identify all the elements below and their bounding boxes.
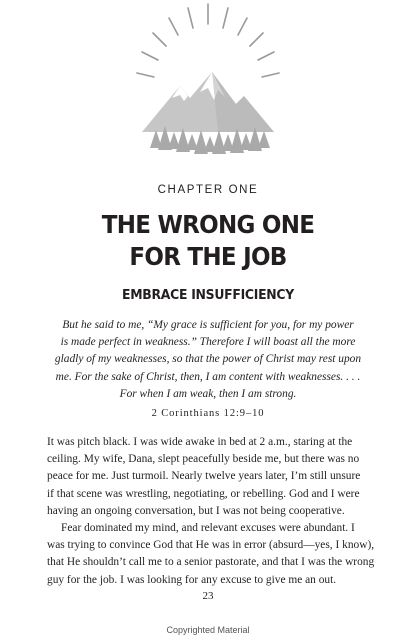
body-line: peace for me. Just turmoil. Nearly twelve years later, I’m still unsure xyxy=(47,470,361,483)
page-number: 23 xyxy=(202,590,214,602)
epigraph-line: gladly of my weaknesses, so that the power of Christ may rest upon xyxy=(54,353,362,366)
scripture-citation: 2 Corinthians 12:9–10 xyxy=(151,408,265,419)
chapter-subtitle: EMBRACE INSUFFICIENCY xyxy=(122,287,294,303)
epigraph-line: is made perfect in weakness.” Therefore I will boast all the more xyxy=(60,336,356,349)
body-text xyxy=(47,434,379,589)
epigraph xyxy=(48,317,368,403)
epigraph-line: me. For the sake of Christ, then, I am content with weaknesses. . . . xyxy=(55,370,361,383)
body-line: ceiling. My wife, Dana, slept peacefully beside me, but there was no xyxy=(47,453,360,466)
body-line: having an ongoing conversation, but I was not being cooperative. xyxy=(47,504,345,517)
chapter-title-line: FOR THE JOB xyxy=(129,242,287,271)
epigraph-line: For when I am weak, then I am strong. xyxy=(119,387,297,400)
mountain-sunburst-icon xyxy=(128,0,288,165)
body-line: was trying to convince God that He was in error (absurd—yes, I know), xyxy=(47,539,375,552)
body-line: guy for the job. I was looking for any excuse to give me an out. xyxy=(47,573,337,586)
chapter-title-line: THE WRONG ONE xyxy=(101,210,315,239)
body-line: if that scene was wrestling, negotiating, or rebelling. God and I were xyxy=(47,487,360,500)
chapter-label: CHAPTER ONE xyxy=(157,184,259,196)
copyright-notice: Copyrighted Material xyxy=(166,625,250,635)
body-line: Fear dominated my mind, and relevant excuses were abundant. I xyxy=(61,522,355,535)
paragraph xyxy=(47,520,379,589)
body-line: It was pitch black. I was wide awake in bed at 2 a.m., staring at the xyxy=(47,436,353,448)
body-line: that He shouldn’t call me to a senior pastorate, and that I was the wrong xyxy=(47,556,375,569)
chapter-title xyxy=(17,209,400,273)
paragraph xyxy=(47,434,379,520)
epigraph-line: But he said to me, “My grace is sufficient for you, for my power xyxy=(62,319,354,331)
